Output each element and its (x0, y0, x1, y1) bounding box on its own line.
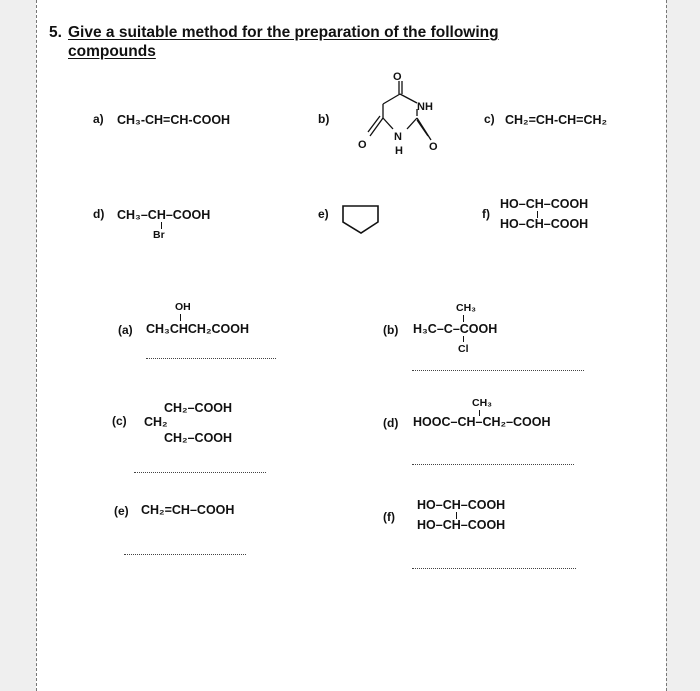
formula-2b-bottom: Cl (458, 343, 469, 355)
bond-2a (180, 314, 181, 321)
formula-2f-line1: HO–CH–COOH (417, 498, 506, 512)
label-2f: (f) (383, 510, 395, 524)
label-2b: (b) (383, 323, 399, 337)
answer-line-2e[interactable] (124, 554, 246, 555)
label-b: b) (318, 112, 330, 126)
formula-2c-line3: CH₂–COOH (164, 431, 233, 445)
page-left-edge (36, 0, 37, 691)
formula-2a: CH₃CHCH₂COOH (146, 322, 249, 336)
cyclopentane-structure (340, 200, 382, 236)
formula-d: CH₃–CH–COOH (117, 208, 211, 222)
ring-oxygen-top: O (393, 71, 402, 83)
ring-n: N (394, 131, 402, 143)
page-right-edge (666, 0, 667, 691)
formula-2d: HOOC–CH–CH₂–COOH (413, 415, 551, 429)
ring-nh: NH (417, 101, 433, 113)
formula-2b-top: CH₃ (456, 302, 477, 314)
bond-d (161, 222, 162, 229)
label-2c: (c) (112, 414, 127, 428)
answer-line-2f[interactable] (412, 568, 576, 569)
answer-line-2a[interactable] (146, 358, 276, 359)
formula-a: CH₃-CH=CH-COOH (117, 113, 231, 127)
answer-line-2c[interactable] (134, 472, 266, 473)
formula-f-line2: HO–CH–COOH (500, 217, 589, 231)
formula-2c-line1: CH₂–COOH (164, 401, 233, 415)
formula-2d-top: CH₃ (472, 397, 493, 409)
formula-2f-line2: HO–CH–COOH (417, 518, 506, 532)
label-f: f) (482, 207, 490, 221)
label-2a: (a) (118, 323, 133, 337)
worksheet-page (36, 0, 666, 691)
formula-c: CH₂=CH-CH=CH₂ (505, 113, 608, 127)
question-title-line2: compounds (68, 43, 156, 60)
formula-2a-top: OH (175, 301, 191, 313)
formula-d-substituent: Br (153, 229, 165, 241)
label-2d: (d) (383, 416, 399, 430)
bond-2b-top (463, 315, 464, 322)
answer-line-2d[interactable] (412, 464, 574, 465)
label-e: e) (318, 207, 329, 221)
label-a: a) (93, 112, 104, 126)
question-title-line1: Give a suitable method for the preparation of the following (68, 24, 499, 41)
bond-2b-bottom (463, 336, 464, 342)
label-d: d) (93, 207, 105, 221)
ring-h: H (395, 145, 403, 157)
question-number: 5. (49, 24, 62, 41)
ring-oxygen-right: O (429, 141, 438, 153)
label-2e: (e) (114, 504, 129, 518)
formula-f-line1: HO–CH–COOH (500, 197, 589, 211)
formula-2e: CH₂=CH–COOH (141, 503, 235, 517)
formula-2c-line2: CH₂ (144, 415, 168, 429)
ring-oxygen-left: O (358, 139, 367, 151)
pyrimidinetrione-structure (355, 68, 455, 160)
label-c: c) (484, 112, 495, 126)
answer-line-2b[interactable] (412, 370, 584, 371)
formula-2b: H₃C–C–COOH (413, 322, 498, 336)
